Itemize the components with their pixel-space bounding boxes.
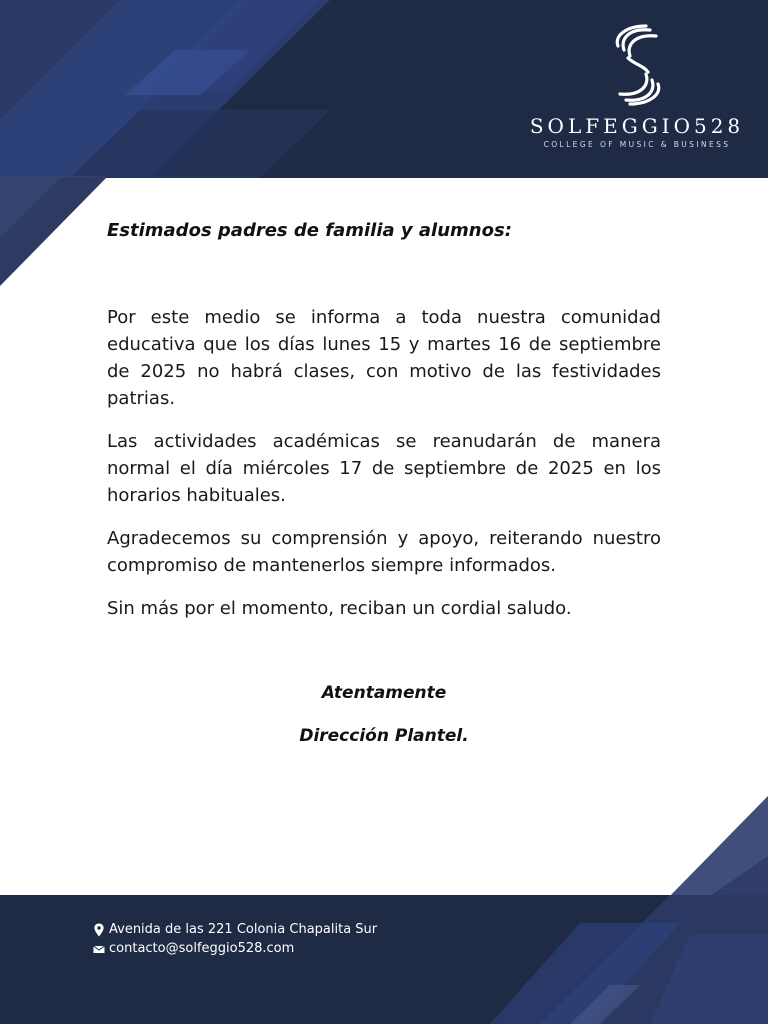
footer-address: [92, 922, 377, 937]
map-pin-icon: [92, 923, 106, 937]
letter-greeting: Estimados padres de familia y alumnos:: [107, 220, 512, 241]
footer-diagonal-pattern: [0, 895, 768, 1024]
brand-logo: [526, 24, 748, 154]
letter-closing: Atentamente: [321, 683, 447, 703]
paragraph-resume-activities: Las actividades académicas se reanudarán de manera normal el día miércoles 17 de septiembre de 2025 en los horarios habituales.: [107, 431, 661, 506]
email-link[interactable]: contacto@solfeggio528.com: [109, 941, 295, 956]
paragraph-farewell: Sin más por el momento, reciban un cordial saludo.: [107, 598, 572, 619]
brand-tagline: COLLEGE OF MUSIC & BUSINESS: [543, 140, 731, 149]
left-diagonal-accent: [0, 176, 112, 288]
address-text: Avenida de las 221 Colonia Chapalita Sur: [109, 922, 378, 937]
letterhead-footer: [0, 895, 768, 1024]
paragraph-announcement: Por este medio se informa a toda nuestra comunidad educativa que los días lunes 15 y martes 16 de septiembre de 2025 no habrá clases, con motivo de las festividades patrias.: [107, 307, 661, 409]
envelope-icon: [92, 942, 106, 956]
paragraph-thanks: Agradecemos su comprensión y apoyo, reiterando nuestro compromiso de mantenerlos siempre informados.: [107, 528, 661, 576]
letterhead-header: [0, 0, 768, 178]
letter-signature: Dirección Plantel.: [299, 726, 469, 746]
footer-email[interactable]: [92, 941, 294, 956]
swirl-s-logo-icon: [610, 24, 666, 106]
letter-content: [107, 304, 661, 638]
brand-name: SOLFEGGIO528: [529, 114, 745, 138]
bottom-diagonal-accent: [560, 796, 768, 896]
